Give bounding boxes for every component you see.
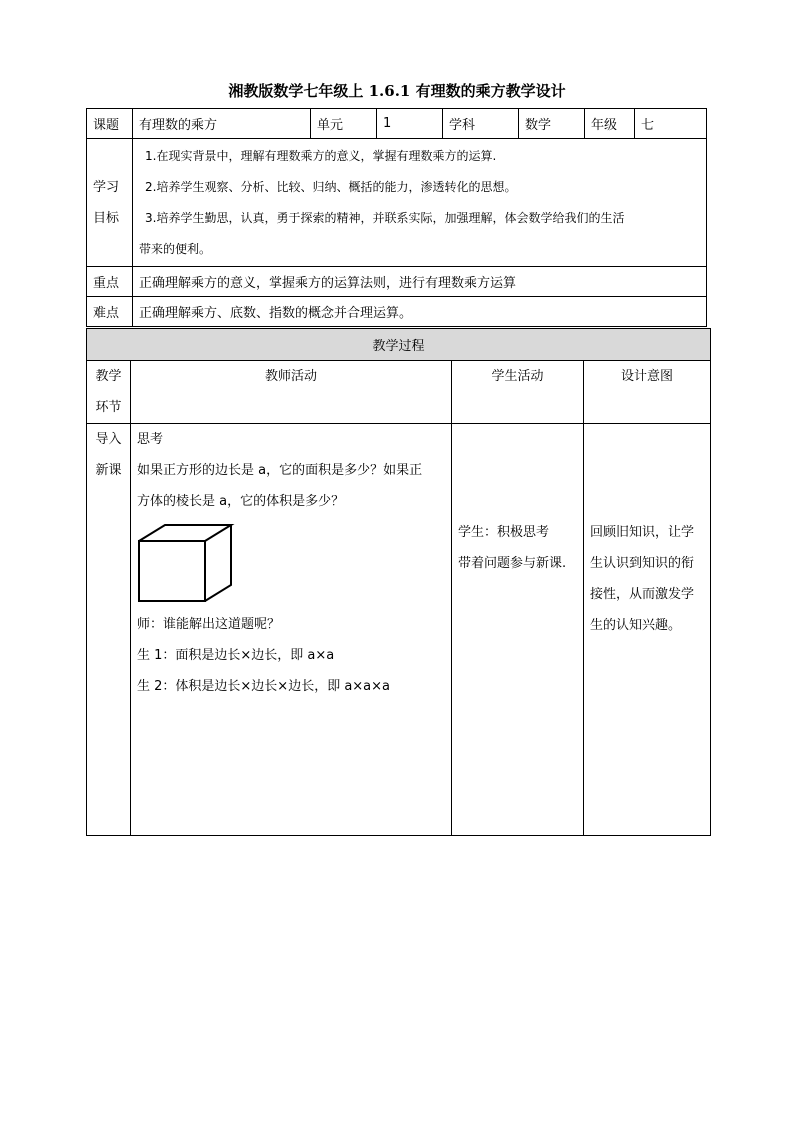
student-activity-cell (452, 424, 584, 836)
document-title: 湘教版数学七年级上 1.6.1 有理数的乘方教学设计 (228, 82, 566, 100)
objectives-content (133, 139, 707, 267)
objectives-label-line1: 学习 (93, 179, 120, 195)
unit-label: 单元 (311, 109, 377, 139)
teacher-line: 思考 (137, 432, 164, 447)
unit-value: 1 (377, 109, 443, 139)
teacher-activity-cell (131, 424, 452, 836)
difficulty-label: 难点 (87, 297, 133, 327)
objectives-label-line2: 目标 (93, 210, 120, 226)
intent-line: 生的认知兴趣。 (590, 618, 682, 633)
cube-figure (137, 523, 237, 603)
info-table (86, 108, 707, 327)
subject-value: 数学 (519, 109, 585, 139)
student-line: 带着问题参与新课. (458, 556, 567, 571)
process-table (86, 328, 711, 836)
design-intent-cell (584, 424, 711, 836)
objective-item: 1.在现实背景中，理解有理数乘方的意义，掌握有理数乘方的运算. (145, 148, 497, 163)
student-line: 学生：积极思考 (458, 525, 550, 540)
grade-label: 年级 (585, 109, 635, 139)
key-point-text: 正确理解乘方的意义，掌握乘方的运算法则，进行有理数乘方运算 (133, 267, 707, 297)
difficulty-text: 正确理解乘方、底数、指数的概念并合理运算。 (133, 297, 707, 327)
topic-label: 课题 (87, 109, 133, 139)
objective-item: 2.培养学生观察、分析、比较、归纳、概括的能力，渗透转化的思想。 (145, 179, 517, 194)
teacher-line: 师：谁能解出这道题呢？ (137, 617, 281, 632)
topic-value: 有理数的乘方 (133, 109, 311, 139)
intent-column-header: 设计意图 (584, 361, 711, 424)
student-column-header: 学生活动 (452, 361, 584, 424)
teacher-line: 生 2：体积是边长×边长×边长，即 a×a×a (137, 679, 391, 694)
stage-cell (87, 424, 131, 836)
stage-header-line2: 环节 (95, 400, 122, 415)
subject-label: 学科 (443, 109, 519, 139)
intent-line: 生认识到知识的衔 (590, 556, 695, 571)
grade-value: 七 (635, 109, 707, 139)
stage-header-line1: 教学 (95, 369, 122, 384)
teacher-line: 方体的棱长是 a，它的体积是多少？ (137, 494, 345, 509)
teacher-line: 如果正方形的边长是 a，它的面积是多少？如果正 (137, 463, 423, 478)
process-header: 教学过程 (87, 329, 711, 361)
intent-line: 回顾旧知识，让学 (590, 525, 695, 540)
teacher-line: 生 1：面积是边长×边长，即 a×a (137, 648, 335, 663)
teacher-column-header: 教师活动 (131, 361, 452, 424)
key-point-label: 重点 (87, 267, 133, 297)
stage-column-header (87, 361, 131, 424)
objective-item: 3.培养学生勤思，认真，勇于探索的精神，并联系实际，加强理解，体会数学给我们的生活 (145, 210, 625, 225)
objective-item: 带来的便利。 (139, 241, 212, 256)
objectives-label (87, 139, 133, 267)
stage-line2: 新课 (95, 463, 122, 478)
stage-line1: 导入 (95, 432, 122, 447)
intent-line: 接性，从而激发学 (590, 587, 695, 602)
